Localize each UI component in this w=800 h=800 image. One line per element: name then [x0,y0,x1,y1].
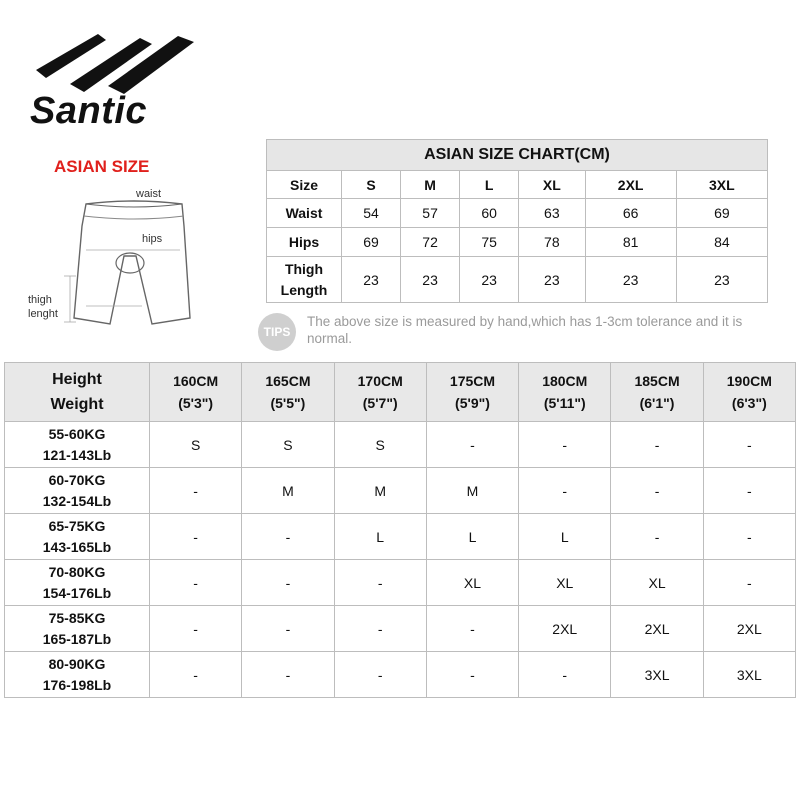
cell: S [334,422,426,468]
weight-lb: 143-165Lb [42,538,112,555]
cell: - [150,560,242,606]
height-ft: (5'11") [543,395,586,411]
size-header-label: Size [267,171,342,199]
brand-name: Santic [30,90,148,132]
weight-lb: 154-176Lb [42,584,112,601]
cell: - [242,560,334,606]
cell: 72 [401,228,460,257]
cell: 69 [676,199,767,228]
weight-kg: 65-75KG [48,517,106,534]
cell: 23 [585,257,676,303]
cell: - [242,606,334,652]
height-header [150,363,242,422]
size-col-header: S [342,171,401,199]
cell: - [611,514,703,560]
cell: XL [426,560,518,606]
thigh-label-line1: thigh [28,294,52,306]
row-label [267,257,342,303]
cell: S [242,422,334,468]
cell: - [703,422,795,468]
thigh-length-row [267,257,768,303]
cell: 84 [676,228,767,257]
cell: 81 [585,228,676,257]
weight-kg: 80-90KG [48,655,106,672]
cell: 3XL [611,652,703,698]
height-cm: 190CM [726,373,772,389]
row-label-line: Thigh [284,260,324,277]
cell: 23 [401,257,460,303]
height-ft: (6'1") [639,395,675,411]
size-col-header: M [401,171,460,199]
cell: - [611,468,703,514]
cell: 2XL [703,606,795,652]
weight-lb: 132-154Lb [42,492,112,509]
cell: 23 [676,257,767,303]
cell: L [426,514,518,560]
row-label: Waist [267,199,342,228]
asian-size-chart [266,139,768,303]
hips-row [267,228,768,257]
weight-label [5,422,150,468]
cell: 23 [519,257,585,303]
table-row [5,514,796,560]
height-header [703,363,795,422]
weight-kg: 55-60KG [48,425,106,442]
height-cm: 185CM [634,373,680,389]
cell: XL [611,560,703,606]
cell: M [242,468,334,514]
cell: - [242,514,334,560]
cell: - [242,652,334,698]
corner-header [5,363,150,422]
cell: - [519,422,611,468]
row-label: Hips [267,228,342,257]
size-chart-title: ASIAN SIZE CHART(CM) [267,140,768,171]
weight-label [5,652,150,698]
height-header [426,363,518,422]
height-cm: 160CM [173,373,219,389]
cell: - [150,514,242,560]
weight-kg: 70-80KG [48,563,106,580]
height-header [242,363,334,422]
weight-label [5,560,150,606]
cell: - [334,606,426,652]
cell: - [150,652,242,698]
weight-lb: 176-198Lb [42,676,112,693]
cell: 54 [342,199,401,228]
cell: - [519,468,611,514]
cell: M [334,468,426,514]
cell: - [426,652,518,698]
cell: - [611,422,703,468]
size-col-header: 3XL [676,171,767,199]
cell: L [519,514,611,560]
cell: 3XL [703,652,795,698]
cell: 75 [460,228,519,257]
weight-label [5,514,150,560]
tips-badge: TIPS [258,313,296,351]
cell: - [334,560,426,606]
cell: S [150,422,242,468]
cell: 63 [519,199,585,228]
table-row [5,652,796,698]
cell: - [150,468,242,514]
table-row [5,560,796,606]
height-cm: 170CM [357,373,403,389]
cell: 23 [460,257,519,303]
cell: 2XL [519,606,611,652]
asian-size-label: ASIAN SIZE [54,157,150,176]
waist-label: waist [136,188,162,200]
weight-label [5,468,150,514]
cell: XL [519,560,611,606]
cell: M [426,468,518,514]
cell: 57 [401,199,460,228]
height-ft: (5'9") [455,395,490,411]
cell: 78 [519,228,585,257]
height-ft: (6'3") [731,395,767,411]
cell: L [334,514,426,560]
corner-line: Height [52,371,102,388]
cell: - [150,606,242,652]
height-cm: 180CM [542,373,588,389]
thigh-label-line2: lenght [28,308,58,320]
cell: - [426,606,518,652]
cell: - [703,560,795,606]
height-ft: (5'7") [362,395,398,411]
table-row [5,606,796,652]
cell: - [334,652,426,698]
weight-kg: 75-85KG [48,609,106,626]
cell: 66 [585,199,676,228]
size-col-header: L [460,171,519,199]
weight-kg: 60-70KG [48,471,106,488]
tips-text: The above size is measured by hand,which has 1-3cm tolerance and it is normal. [307,314,743,346]
cell: 2XL [611,606,703,652]
height-header [611,363,703,422]
size-col-header: XL [519,171,585,199]
row-label-line: Length [280,281,328,298]
cell: - [703,468,795,514]
size-col-header: 2XL [585,171,676,199]
waist-row [267,199,768,228]
height-header [334,363,426,422]
weight-lb: 121-143Lb [42,446,112,463]
corner-line: Weight [50,396,104,413]
height-weight-fit-table [4,362,796,698]
height-ft: (5'5") [270,395,306,411]
cell: 60 [460,199,519,228]
table-row [5,422,796,468]
weight-lb: 165-187Lb [42,630,112,647]
height-cm: 165CM [265,373,311,389]
cell: - [703,514,795,560]
height-header [519,363,611,422]
cell: 69 [342,228,401,257]
cell: - [519,652,611,698]
table-row [5,468,796,514]
shorts-illustration [24,186,214,346]
cell: 23 [342,257,401,303]
height-cm: 175CM [449,373,496,389]
cell: - [426,422,518,468]
height-ft: (5'3") [178,395,214,411]
hips-label: hips [142,233,163,245]
weight-label [5,606,150,652]
